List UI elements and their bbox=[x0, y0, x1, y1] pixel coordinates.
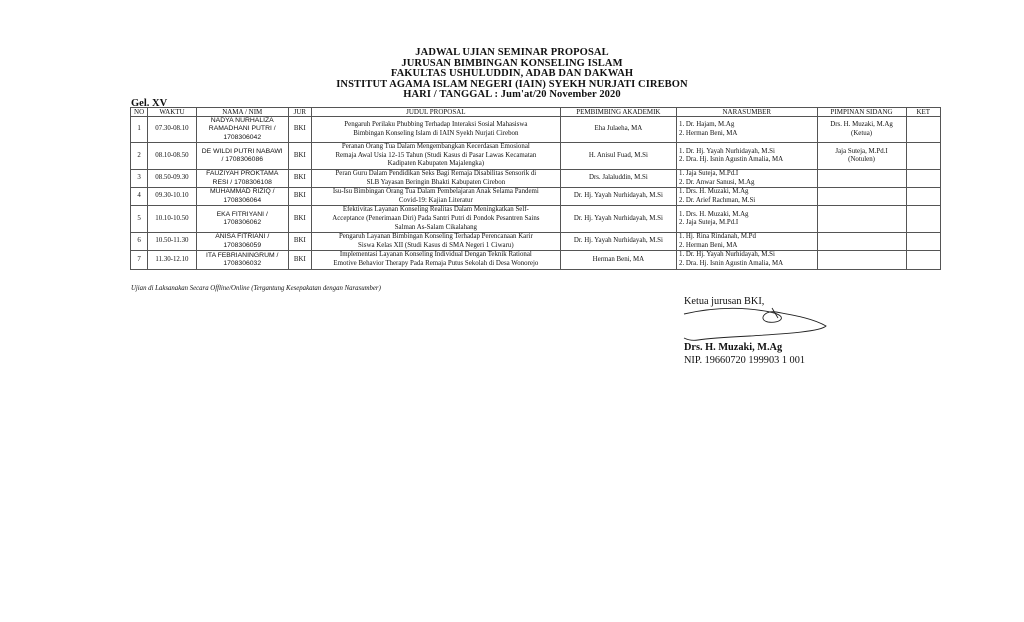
cell-narasumber-line: 2. Dra. Hj. Isnin Agustin Amalia, MA bbox=[679, 259, 784, 267]
cell-narasumber-line: 1. Hj. Rina Rindanah, M.Pd bbox=[679, 233, 756, 241]
cell-narasumber bbox=[677, 170, 818, 188]
cell-narasumber-line: 1. Dr. Hajam, M.Ag bbox=[679, 121, 735, 129]
signature-title: Ketua jurusan BKI, bbox=[684, 296, 765, 307]
cell-judul-line: Peran Guru Dalam Pendidikan Seks Bagi Remaja Disabilitas Sensorik di bbox=[335, 170, 537, 177]
col-header-jur: JUR bbox=[288, 108, 311, 117]
cell-pimpinan bbox=[817, 170, 906, 188]
cell-judul-line: Bimbingan Konseling Islam di IAIN Syekh Nurjati Cirebon bbox=[353, 129, 519, 137]
cell-nama-line: ITA FEBRIANINGRUM / bbox=[206, 251, 279, 259]
cell-waktu: 07.30-08.10 bbox=[148, 117, 197, 143]
cell-narasumber-line: 1. Dr. Hj. Yayah Nurhidayah, M.Si bbox=[679, 251, 775, 259]
cell-pimpinan-line: Jaja Suteja, M.Pd.I bbox=[835, 147, 888, 155]
cell-judul bbox=[311, 206, 560, 233]
cell-narasumber bbox=[677, 233, 818, 251]
cell-pembimbing: Drs. Jalaluddin, M.Si bbox=[560, 170, 676, 188]
col-header-no: NO bbox=[131, 108, 148, 117]
cell-judul bbox=[311, 233, 560, 251]
cell-nama-line: 1708306064 bbox=[223, 196, 262, 204]
cell-ket bbox=[906, 188, 940, 206]
cell-pembimbing: H. Anisul Fuad, M.Si bbox=[560, 143, 676, 170]
cell-nama-line: 1708306059 bbox=[223, 241, 262, 249]
cell-judul bbox=[311, 251, 560, 269]
col-header-narasumber: NARASUMBER bbox=[677, 108, 818, 117]
cell-judul-line: Emotive Behavior Therapy Pada Remaja Putus Sekolah di Desa Wonorejo bbox=[333, 259, 539, 267]
table-row bbox=[131, 233, 941, 251]
cell-waktu: 10.50-11.30 bbox=[148, 233, 197, 251]
signature-nip: NIP. 19660720 199903 1 001 bbox=[684, 355, 805, 366]
exam-note: Ujian di Laksanakan Secara Offline/Online (Tergantung Kesepakatan dengan Narasumber) bbox=[131, 285, 381, 292]
cell-pimpinan bbox=[817, 251, 906, 269]
cell-jur: BKI bbox=[288, 143, 311, 170]
cell-judul bbox=[311, 143, 560, 170]
cell-narasumber bbox=[677, 251, 818, 269]
cell-nama-line: RAMADHANI PUTRI / bbox=[208, 125, 276, 133]
cell-narasumber-line: 2. Jaja Suteja, M.Pd.I bbox=[679, 219, 739, 227]
cell-nama-line: RESI / 1708306108 bbox=[212, 178, 272, 186]
col-header-waktu: WAKTU bbox=[148, 108, 197, 117]
cell-no: 7 bbox=[131, 251, 148, 269]
cell-judul bbox=[311, 117, 560, 143]
cell-judul-line: Peranan Orang Tua Dalam Mengembangkan Kecerdasan Emosional bbox=[341, 143, 530, 151]
cell-ket bbox=[906, 206, 940, 233]
cell-jur: BKI bbox=[288, 251, 311, 269]
cell-waktu: 08.10-08.50 bbox=[148, 143, 197, 170]
header-line-1: JADWAL UJIAN SEMINAR PROPOSAL bbox=[415, 47, 609, 58]
cell-judul-line: Implementasi Layanan Konseling Individual Dengan Teknik Rational bbox=[339, 251, 532, 259]
cell-ket bbox=[906, 233, 940, 251]
cell-narasumber bbox=[677, 143, 818, 170]
cell-pimpinan bbox=[817, 206, 906, 233]
cell-nama bbox=[196, 170, 288, 188]
cell-waktu: 08.50-09.30 bbox=[148, 170, 197, 188]
cell-pembimbing: Herman Beni, MA bbox=[560, 251, 676, 269]
cell-judul-line: Kadipaten Kabupaten Majalengka) bbox=[387, 160, 485, 168]
cell-pimpinan-line: (Notulen) bbox=[848, 156, 875, 164]
cell-narasumber-line: 1. Drs. H. Muzaki, M.Ag bbox=[679, 210, 749, 218]
cell-nama-line: 1708306042 bbox=[223, 133, 262, 141]
cell-judul-line: Acceptance (Penerimaan Diri) Pada Santri Putri di Pondok Pesantren Sains bbox=[332, 214, 540, 222]
cell-nama-line: ANISA FITRIANI / bbox=[215, 233, 270, 241]
cell-pimpinan-line: Drs. H. Muzaki, M.Ag bbox=[830, 121, 893, 129]
cell-jur: BKI bbox=[288, 188, 311, 206]
cell-waktu: 11.30-12.10 bbox=[148, 251, 197, 269]
cell-no: 3 bbox=[131, 170, 148, 188]
cell-waktu: 10.10-10.50 bbox=[148, 206, 197, 233]
cell-narasumber bbox=[677, 188, 818, 206]
cell-judul-line: Salman As-Salam Cikalahang bbox=[394, 223, 477, 231]
cell-nama bbox=[196, 117, 288, 143]
cell-pembimbing: Dr. Hj. Yayah Nurhidayah, M.Si bbox=[560, 233, 676, 251]
cell-narasumber-line: 2. Dra. Hj. Isnin Agustin Amalia, MA bbox=[679, 156, 784, 164]
gel-label: Gel. XV bbox=[131, 98, 168, 109]
cell-judul-line: Covid-19: Kajian Literatur bbox=[398, 196, 473, 204]
cell-ket bbox=[906, 251, 940, 269]
cell-judul bbox=[311, 170, 560, 188]
cell-no: 5 bbox=[131, 206, 148, 233]
cell-no: 1 bbox=[131, 117, 148, 143]
cell-judul-line: SLB Yayasan Beringin Bhakti Kabupaten Cirebon bbox=[366, 178, 506, 186]
col-header-ket: KET bbox=[906, 108, 940, 117]
cell-judul-line: Pengaruh Layanan Bimbingan Konseling Terhadap Perencanaan Karir bbox=[338, 233, 533, 241]
col-header-pembimbing: PEMBIMBING AKADEMIK bbox=[560, 108, 676, 117]
cell-pembimbing: Eha Julaeha, MA bbox=[560, 117, 676, 143]
cell-nama-line: FAUZIYAH PROKTAMA bbox=[206, 170, 279, 178]
table-row bbox=[131, 251, 941, 269]
cell-pimpinan-line: (Ketua) bbox=[851, 129, 873, 137]
cell-narasumber-line: 1. Dr. Hj. Yayah Nurhidayah, M.Si bbox=[679, 147, 775, 155]
cell-nama-line: MUHAMMAD RIZIQ / bbox=[209, 188, 275, 196]
header-line-3: FAKULTAS USHULUDDIN, ADAB DAN DAKWAH bbox=[390, 68, 634, 80]
cell-nama-line: / 1708306086 bbox=[221, 156, 264, 164]
cell-nama-line: DE WILDI PUTRI NABAWI bbox=[201, 147, 283, 155]
table-header-row bbox=[131, 108, 941, 117]
cell-narasumber-line: 2. Herman Beni, MA bbox=[679, 129, 738, 137]
header-line-2: JURUSAN BIMBINGAN KONSELING ISLAM bbox=[401, 57, 623, 69]
cell-judul-line: Pengaruh Perilaku Phubbing Terhadap Interaksi Sosial Mahasiswa bbox=[344, 121, 528, 129]
cell-narasumber-line: 1. Drs. H. Muzaki, M.Ag bbox=[679, 188, 749, 196]
cell-narasumber-line: 2. Dr. Arief Rachman, M.Si bbox=[679, 196, 756, 204]
cell-jur: BKI bbox=[288, 117, 311, 143]
cell-jur: BKI bbox=[288, 206, 311, 233]
cell-pembimbing: Dr. Hj. Yayah Nurhidayah, M.Si bbox=[560, 188, 676, 206]
col-header-pimpinan: PIMPINAN SIDANG bbox=[817, 108, 906, 117]
table-row bbox=[131, 170, 941, 188]
table-row bbox=[131, 117, 941, 143]
schedule-table bbox=[130, 107, 941, 270]
table-row bbox=[131, 206, 941, 233]
signature-name: Drs. H. Muzaki, M.Ag bbox=[684, 342, 783, 353]
handwritten-signature bbox=[680, 302, 830, 344]
document-header bbox=[0, 48, 1024, 101]
cell-pimpinan bbox=[817, 188, 906, 206]
cell-no: 2 bbox=[131, 143, 148, 170]
cell-judul-line: Remaja Awal Usia 12-15 Tahun (Studi Kasus di Pasar Lawas Kecamatan bbox=[335, 151, 537, 159]
cell-ket bbox=[906, 170, 940, 188]
cell-waktu: 09.30-10.10 bbox=[148, 188, 197, 206]
cell-nama-line: 1708306062 bbox=[223, 219, 262, 227]
cell-narasumber bbox=[677, 206, 818, 233]
cell-no: 4 bbox=[131, 188, 148, 206]
cell-pembimbing: Dr. Hj. Yayah Nurhidayah, M.Si bbox=[560, 206, 676, 233]
cell-jur: BKI bbox=[288, 170, 311, 188]
cell-pimpinan bbox=[817, 117, 906, 143]
cell-nama bbox=[196, 188, 288, 206]
cell-nama-line: 1708306032 bbox=[223, 259, 262, 267]
cell-judul bbox=[311, 188, 560, 206]
cell-nama bbox=[196, 143, 288, 170]
cell-ket bbox=[906, 117, 940, 143]
table-row bbox=[131, 188, 941, 206]
cell-nama bbox=[196, 206, 288, 233]
header-date-line: HARI / TANGGAL : Jum'at/20 November 2020 bbox=[403, 89, 621, 101]
col-header-judul: JUDUL PROPOSAL bbox=[311, 108, 560, 117]
cell-narasumber-line: 1. Jaja Suteja, M.Pd.I bbox=[679, 170, 739, 177]
header-line-4: INSTITUT AGAMA ISLAM NEGERI (IAIN) SYEKH NURJATI CIREBON bbox=[336, 78, 688, 90]
cell-judul-line: Siswa Kelas XII (Studi Kasus di SMA Negeri 1 Ciwaru) bbox=[358, 241, 514, 249]
table-row bbox=[131, 143, 941, 170]
cell-nama bbox=[196, 251, 288, 269]
cell-narasumber bbox=[677, 117, 818, 143]
cell-ket bbox=[906, 143, 940, 170]
cell-narasumber-line: 2. Herman Beni, MA bbox=[679, 241, 738, 249]
cell-jur: BKI bbox=[288, 233, 311, 251]
cell-no: 6 bbox=[131, 233, 148, 251]
cell-pimpinan bbox=[817, 143, 906, 170]
cell-pimpinan bbox=[817, 233, 906, 251]
cell-nama-line: NADYA NURHALIZA bbox=[210, 117, 274, 124]
cell-narasumber-line: 2. Dr. Anwar Sanusi, M.Ag bbox=[679, 178, 755, 186]
cell-judul-line: Isu-Isu Bimbingan Orang Tua Dalam Pembelajaran Anak Selama Pandemi bbox=[332, 188, 539, 196]
cell-nama-line: EKA FITRIYANI / bbox=[216, 210, 268, 218]
col-header-nama: NAMA / NIM bbox=[196, 108, 288, 117]
cell-nama bbox=[196, 233, 288, 251]
cell-judul-line: Efektivitas Layanan Konseling Realitas Dalam Meningkatkan Self- bbox=[342, 206, 529, 214]
